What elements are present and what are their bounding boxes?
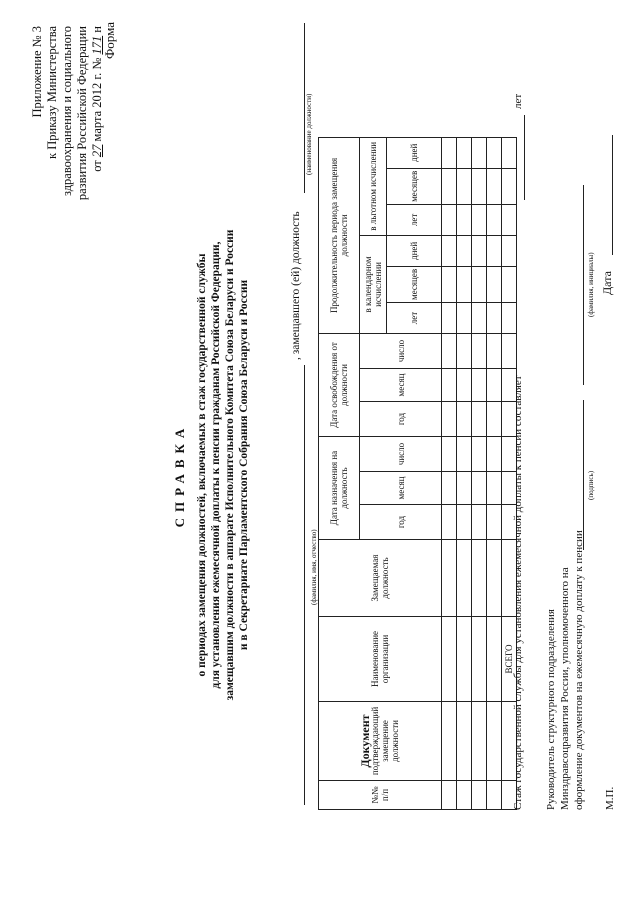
table-cell[interactable]	[442, 540, 457, 617]
date-field[interactable]	[612, 135, 613, 255]
signature-field[interactable]	[583, 400, 584, 550]
table-cell[interactable]	[457, 369, 472, 402]
stazh-years-field[interactable]	[524, 115, 525, 200]
table-cell[interactable]	[457, 505, 472, 540]
table-cell[interactable]	[487, 137, 502, 168]
table-cell[interactable]	[487, 334, 502, 369]
table-cell[interactable]	[442, 266, 457, 302]
table-row	[442, 137, 457, 809]
document-title: СПРАВКА	[172, 422, 187, 528]
table-cell[interactable]	[472, 472, 487, 505]
table-cell[interactable]	[457, 235, 472, 266]
table-row	[472, 137, 487, 809]
table-cell[interactable]	[457, 781, 472, 810]
table-cell[interactable]	[442, 702, 457, 781]
table-cell[interactable]	[487, 505, 502, 540]
table-cell[interactable]	[487, 781, 502, 810]
table-cell[interactable]	[442, 137, 457, 168]
preferential-days-header: дней	[387, 137, 442, 168]
table-cell[interactable]	[487, 540, 502, 617]
preferential-years-header: лет	[387, 204, 442, 235]
released-year-header: год	[360, 402, 442, 437]
document-header-title: Документ	[358, 714, 372, 768]
form-label: Форма	[102, 22, 117, 59]
head-line-3: оформление документов на ежемесячную доплату к пенсии	[573, 530, 585, 810]
released-day-header: число	[360, 334, 442, 369]
table-cell[interactable]	[487, 472, 502, 505]
table-cell[interactable]	[472, 617, 487, 702]
date-middle: марта 2012 г. №	[90, 57, 104, 142]
position-name-hint: (наименование должности)	[305, 93, 313, 175]
table-cell[interactable]	[472, 505, 487, 540]
table-cell[interactable]	[502, 266, 517, 302]
date-label: Дата	[600, 271, 614, 295]
preferential-header: в льготном исчислении	[360, 137, 387, 235]
table-cell[interactable]	[457, 334, 472, 369]
table-cell[interactable]	[472, 137, 487, 168]
table-cell[interactable]	[472, 369, 487, 402]
subtitle-line-3: замещавшим должности в аппарате Исполнительного Комитета Союза Беларуси и России	[224, 229, 236, 701]
date-day: 27	[90, 144, 104, 158]
table-cell[interactable]	[487, 617, 502, 702]
appendix-line-2: к Приказу Министерства	[45, 26, 59, 159]
table-cell[interactable]	[442, 402, 457, 437]
subtitle-line-2: для установления ежемесячной доплаты к пенсии гражданам Российской Федерации,	[210, 241, 222, 689]
table-cell[interactable]	[457, 303, 472, 334]
table-cell[interactable]	[472, 168, 487, 204]
table-cell[interactable]	[487, 204, 502, 235]
table-cell[interactable]	[472, 204, 487, 235]
table-cell[interactable]	[442, 168, 457, 204]
subtitle-line-4: и в Секретариате Парламентского Собрания Союза Беларуси и России	[238, 279, 250, 651]
table-cell[interactable]	[502, 204, 517, 235]
table-cell[interactable]	[457, 266, 472, 302]
stazh-years-word: лет	[512, 93, 524, 109]
col-position-header: Замещаемая должность	[319, 540, 442, 617]
head-name-hint: (фамилия, инициалы)	[587, 252, 595, 317]
table-cell[interactable]	[442, 617, 457, 702]
calendar-days-header: дней	[387, 235, 442, 266]
appendix-line-1: Приложение № 3	[30, 26, 44, 118]
signature-hint: (подпись)	[587, 470, 595, 500]
table-cell[interactable]	[442, 334, 457, 369]
table-cell[interactable]	[487, 369, 502, 402]
date-number: 171	[90, 35, 104, 55]
table-row	[487, 137, 502, 809]
appendix-block	[30, 26, 105, 200]
head-name-field[interactable]	[583, 185, 584, 385]
position-name-field[interactable]	[290, 23, 305, 193]
table-cell[interactable]	[442, 235, 457, 266]
subtitle-line-1: о периодах замещения должностей, включаемых в стаж государственной службы	[196, 253, 208, 677]
table-cell[interactable]	[457, 540, 472, 617]
total-label: ВСЕГО	[502, 617, 517, 702]
table-cell[interactable]	[472, 334, 487, 369]
table-cell[interactable]	[442, 505, 457, 540]
col-appointed-header: Дата назначения на должность	[319, 437, 360, 540]
head-line-2: Минздравсоцразвития России, уполномоченного на	[559, 567, 571, 810]
table-cell[interactable]	[472, 266, 487, 302]
full-name-field[interactable]	[290, 365, 305, 805]
calendar-years-header: лет	[387, 303, 442, 334]
table-cell[interactable]	[442, 204, 457, 235]
table-cell[interactable]	[457, 204, 472, 235]
table-cell[interactable]	[487, 303, 502, 334]
table-cell[interactable]	[457, 702, 472, 781]
appointed-year-header: год	[360, 505, 442, 540]
released-month-header: месяц	[360, 369, 442, 402]
head-line-1: Руководитель структурного подразделения	[545, 609, 557, 810]
table-cell[interactable]	[472, 781, 487, 810]
table-cell[interactable]	[457, 168, 472, 204]
col-num-header: №№ п/п	[319, 781, 442, 810]
table-cell[interactable]	[442, 472, 457, 505]
date-prefix: от	[90, 160, 104, 172]
table-cell[interactable]	[502, 303, 517, 334]
table-cell[interactable]	[502, 168, 517, 204]
table-cell	[502, 334, 517, 369]
periods-table	[318, 137, 517, 810]
table-cell[interactable]	[487, 235, 502, 266]
table-cell[interactable]	[472, 540, 487, 617]
table-cell[interactable]	[457, 472, 472, 505]
table-cell[interactable]	[487, 266, 502, 302]
table-cell[interactable]	[457, 137, 472, 168]
table-row	[457, 137, 472, 809]
document-header-sub: подтверждающий замещение должности	[370, 706, 400, 776]
table-cell[interactable]	[442, 369, 457, 402]
calendar-months-header: месяцев	[387, 266, 442, 302]
table-cell[interactable]	[472, 402, 487, 437]
appointed-month-header: месяц	[360, 472, 442, 505]
table-cell[interactable]	[487, 437, 502, 472]
preferential-months-header: месяцев	[387, 168, 442, 204]
stamp-place: М.П.	[604, 786, 616, 810]
table-cell[interactable]	[487, 402, 502, 437]
table-cell[interactable]	[442, 303, 457, 334]
held-position-text: , замещавшего (ей) должность	[290, 211, 302, 360]
table-cell[interactable]	[472, 303, 487, 334]
stazh-text: Стаж государственной службы для установления ежемесячной доплаты к пенсии составляет	[512, 375, 524, 810]
table-cell[interactable]	[457, 617, 472, 702]
col-organization-header: Наименование организации	[319, 617, 442, 702]
table-cell[interactable]	[442, 437, 457, 472]
table-cell[interactable]	[442, 781, 457, 810]
table-cell[interactable]	[457, 437, 472, 472]
table-cell[interactable]	[502, 137, 517, 168]
document-subtitle	[195, 135, 251, 795]
col-released-header: Дата освобождения от должности	[319, 334, 360, 437]
table-cell[interactable]	[487, 168, 502, 204]
table-cell[interactable]	[472, 235, 487, 266]
appointed-day-header: число	[360, 437, 442, 472]
col-duration-header: Продолжительность периода замещения должности	[319, 137, 360, 333]
table-cell[interactable]	[472, 702, 487, 781]
calendar-header: в календарном исчислении	[360, 235, 387, 333]
table-cell[interactable]	[502, 235, 517, 266]
header-row-1	[319, 137, 360, 809]
full-name-hint: (фамилия, имя, отчество)	[310, 529, 318, 605]
table-cell[interactable]	[487, 702, 502, 781]
table-cell[interactable]	[457, 402, 472, 437]
col-document-header	[319, 702, 442, 781]
date-suffix: н	[90, 26, 104, 33]
table-cell[interactable]	[472, 437, 487, 472]
appendix-line-4: развития Российской Федерации	[75, 26, 89, 201]
appendix-line-3: здравоохранения и социального	[60, 26, 74, 197]
